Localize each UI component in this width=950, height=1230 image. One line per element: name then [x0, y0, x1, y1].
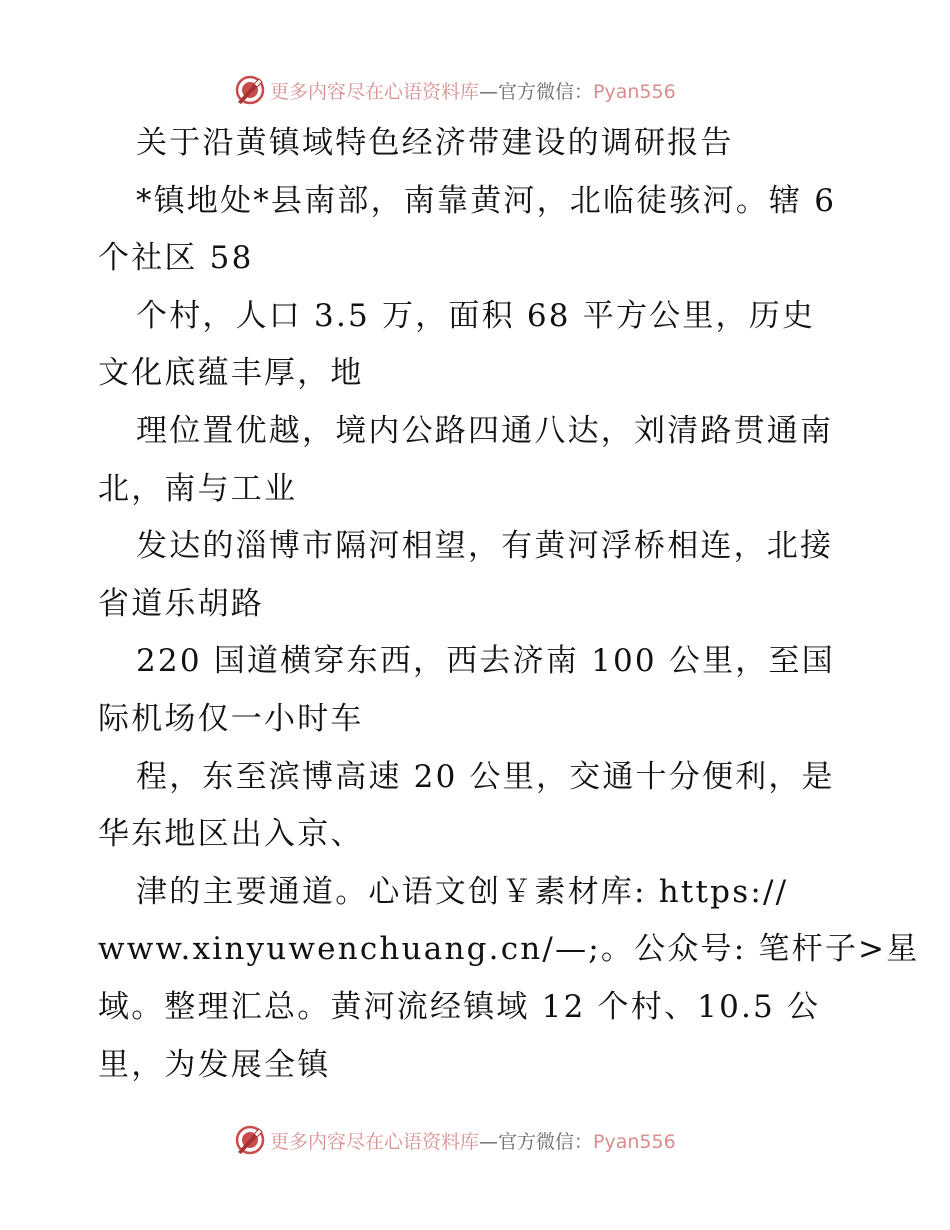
- paragraph-line: 里，为发展全镇: [98, 1046, 331, 1083]
- paragraph-line: 北，南与工业: [98, 470, 298, 507]
- watermark-wechat-id: Pyan556: [593, 80, 676, 103]
- pen-seal-icon: [234, 1124, 266, 1156]
- watermark-separator: —: [479, 1130, 499, 1153]
- paragraph-line: 际机场仅一小时车: [98, 700, 364, 737]
- watermark-text: [270, 1127, 676, 1154]
- paragraph-line: 个社区 58: [98, 240, 254, 277]
- paragraph-line: 津的主要通道。心语文创￥素材库: https://: [136, 873, 789, 910]
- watermark-separator: —: [479, 80, 499, 103]
- document-body: [98, 115, 920, 1094]
- paragraph-line: 程，东至滨博高速 20 公里，交通十分便利，是: [136, 758, 835, 795]
- paragraph-line: 个村，人口 3.5 万，面积 68 平方公里，历史: [136, 297, 816, 334]
- header-watermark: [234, 73, 676, 107]
- paragraph-line: 理位置优越，境内公路四通八达，刘清路贯通南: [136, 412, 834, 449]
- paragraph-line: 域。整理汇总。黄河流经镇域 12 个村、10.5 公: [98, 988, 821, 1025]
- watermark-main-text: 更多内容尽在心语资料库: [270, 80, 480, 103]
- paragraph-line: 省道乐胡路: [98, 585, 264, 622]
- document-title: 关于沿黄镇域特色经济带建设的调研报告: [136, 125, 734, 161]
- paragraph-line: 220 国道横穿东西，西去济南 100 公里，至国: [136, 643, 835, 680]
- footer-watermark: [234, 1123, 676, 1157]
- paragraph-line: 文化底蕴丰厚，地: [98, 355, 364, 392]
- watermark-wechat-id: Pyan556: [593, 1130, 676, 1153]
- pen-seal-icon: [234, 74, 266, 106]
- paragraph-line: *镇地处*县南部，南靠黄河，北临徒骇河。辖 6: [136, 182, 837, 219]
- watermark-text: [270, 77, 676, 104]
- watermark-main-text: 更多内容尽在心语资料库: [270, 1130, 480, 1153]
- paragraph-line: 发达的淄博市隔河相望，有黄河浮桥相连，北接: [136, 528, 834, 565]
- paragraph-line: www.xinyuwenchuang.cn/—;。公众号: 笔杆子>星: [98, 931, 920, 968]
- watermark-official-label: 官方微信：: [498, 1130, 594, 1153]
- watermark-official-label: 官方微信：: [498, 80, 594, 103]
- paragraph-line: 华东地区出入京、: [98, 816, 364, 853]
